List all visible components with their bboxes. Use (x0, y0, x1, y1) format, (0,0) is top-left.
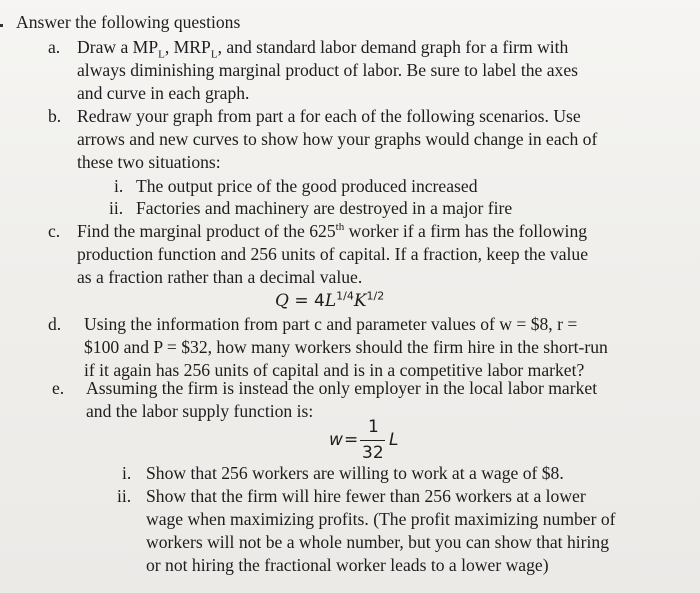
eq-q: Q (275, 291, 289, 311)
item-b-line-1: Redraw your graph from part a for each of the following scenarios. Use (77, 106, 581, 126)
production-function-equation (275, 290, 384, 312)
item-e-marker: e. (52, 378, 65, 398)
item-a-line-3: and curve in each graph. (77, 83, 250, 103)
eq-numerator: 1 (368, 417, 379, 437)
item-c-text: Find the marginal product of the 625 (77, 221, 336, 241)
item-a-text: Draw a MP (77, 37, 159, 57)
superscript-th: th (335, 221, 345, 234)
eq-l: L (389, 430, 399, 450)
item-e-ii-marker: ii. (117, 486, 132, 506)
eq-equals-4: = 4 (288, 291, 325, 311)
item-e-ii-line-2: wage when maximizing profits. (The profit maximizing number of (146, 509, 616, 529)
item-c-line-2: production function and 256 units of capital. If a fraction, keep the value (77, 244, 589, 264)
item-b-i-marker: i. (114, 176, 124, 196)
item-c-marker: c. (48, 221, 61, 241)
item-a-line-2: always diminishing marginal product of labor. Be sure to label the axes (77, 60, 578, 80)
eq-l-exponent: 1/4 (336, 289, 354, 303)
item-e-i-marker: i. (122, 463, 132, 483)
item-a-line-1 (77, 36, 569, 61)
item-a-text: , and standard labor demand graph for a firm with (217, 37, 569, 57)
item-d-line-1: Using the information from part c and parameter values of w = $8, r = (84, 314, 578, 334)
item-d-marker: d. (48, 314, 62, 334)
fraction-bar (360, 440, 385, 441)
eq-l: L (324, 291, 337, 311)
item-d-line-3: if it again has 256 units of capital and is in a competitive labor market? (84, 360, 585, 380)
item-e-i-text: Show that 256 workers are willing to work at a wage of $8. (146, 463, 564, 483)
item-a-text: , MRP (164, 37, 211, 57)
subscript-l: L (158, 48, 165, 61)
item-e-ii-line-1: Show that the firm will hire fewer than 256 workers at a lower (146, 486, 586, 506)
item-b-i-text: The output price of the good produced increased (136, 176, 478, 196)
item-e-ii-line-4: or not hiring the fractional worker leads to a lower wage) (146, 555, 549, 575)
item-e-ii-line-3: workers will not be a whole number, but you can show that hiring (146, 532, 609, 552)
item-b-line-3: these two situations: (77, 152, 221, 172)
eq-denominator: 32 (362, 443, 384, 463)
item-b-marker: b. (48, 106, 62, 126)
item-b-line-2: arrows and new curves to show how your graphs would change in each of (77, 129, 598, 149)
intro-text: Answer the following questions (16, 12, 241, 32)
item-b-ii-marker: ii. (109, 198, 124, 218)
eq-k: K (353, 291, 367, 311)
item-c-line-3: as a fraction rather than a decimal value. (77, 267, 363, 287)
item-e-line-1: Assuming the firm is instead the only employer in the local labor market (86, 378, 598, 398)
bullet-mark (0, 24, 3, 27)
item-a-marker: a. (48, 37, 61, 57)
eq-w: w (329, 430, 343, 450)
item-e-line-2: and the labor supply function is: (86, 401, 314, 421)
eq-k-exponent: 1/2 (366, 289, 385, 303)
item-b-ii-text: Factories and machinery are destroyed in a major fire (136, 198, 513, 218)
item-d-line-2: $100 and P = $32, how many workers should the firm hire in the short-run (84, 337, 608, 357)
item-c-text: worker if a firm has the following (344, 221, 588, 241)
eq-equals: = (344, 430, 359, 450)
item-c-line-1 (77, 220, 587, 242)
subscript-l: L (210, 48, 218, 61)
